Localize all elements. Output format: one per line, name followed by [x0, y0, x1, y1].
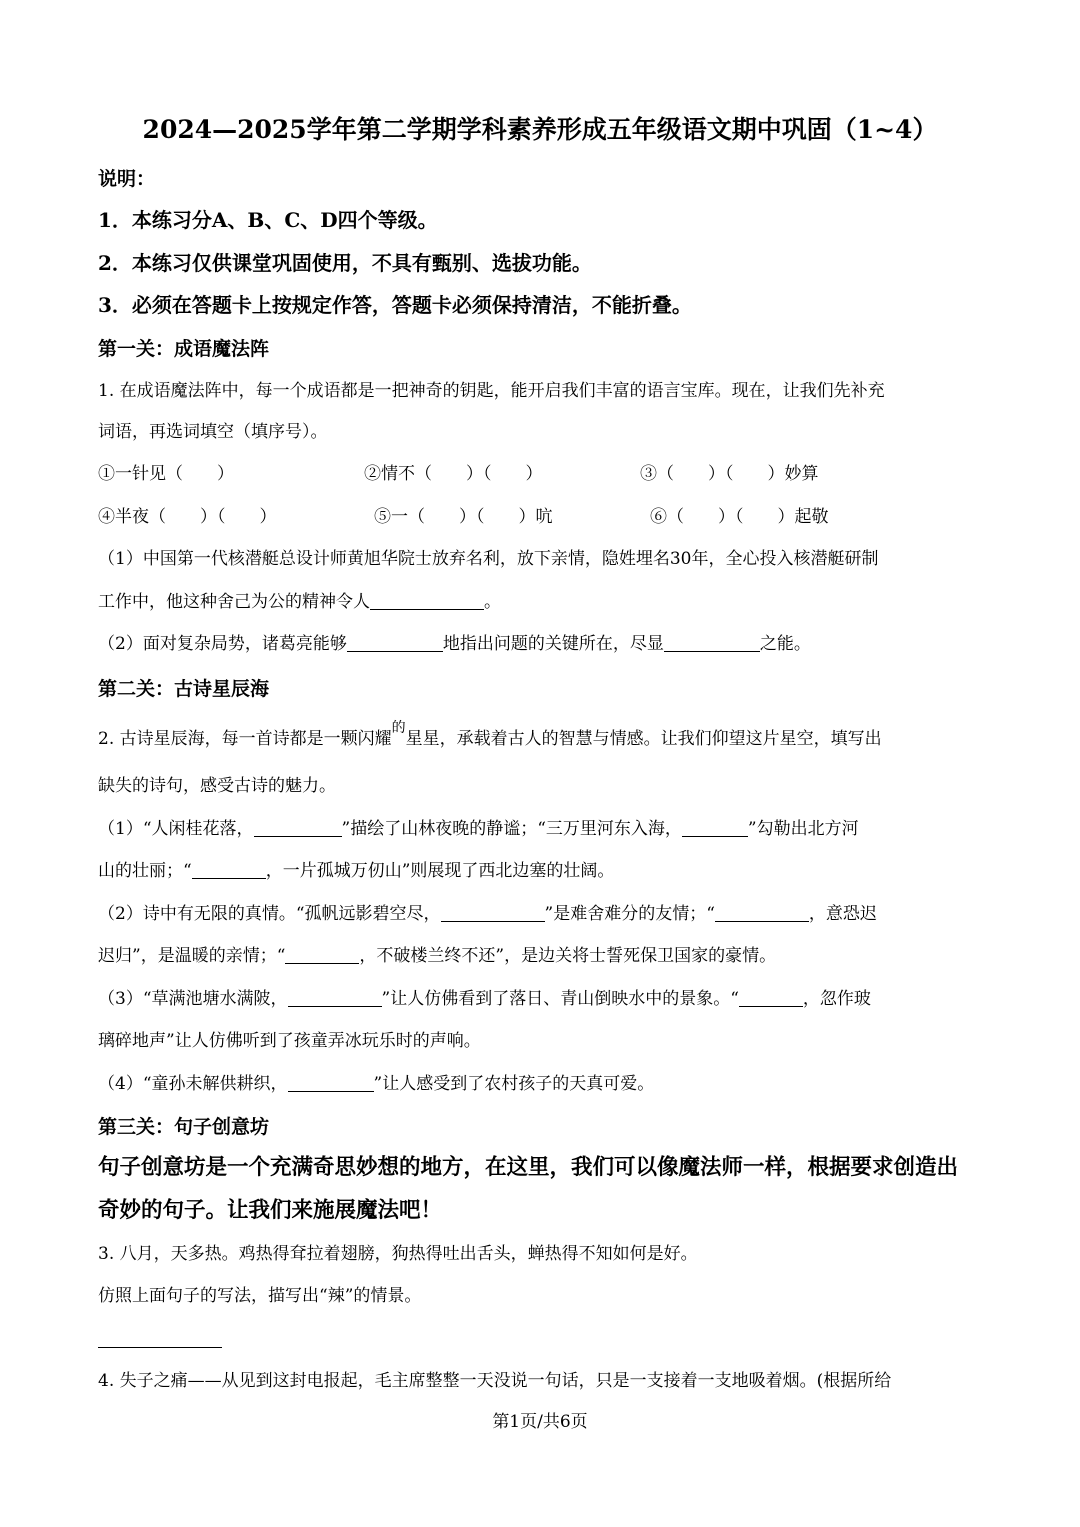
q2-p3-line-2: 璃碎地声”让人仿佛听到了孩童弄冰玩乐时的声响。: [98, 1031, 481, 1051]
section2-heading: 第二关：古诗星辰海: [98, 678, 270, 700]
q1-sub2-text-1: （2）面对复杂局势，诸葛亮能够: [98, 634, 347, 654]
q2-p3-text-3: ，忽作玻: [802, 989, 871, 1009]
q2-p2-text-1: （2）诗中有无限的真情。“孤帆远影碧空尽，: [98, 904, 441, 924]
q2-p1-text-1: （1）“人闲桂花落，: [98, 819, 254, 839]
answer-blank[interactable]: [288, 1075, 374, 1092]
q2-intro-text-1: 2. 古诗星辰海，每一首诗都是一颗闪耀: [98, 729, 392, 749]
q1-intro-line-2: 词语，再选词填空（填序号）。: [98, 422, 328, 442]
instruction-item-1: 1．本练习分A、B、C、D四个等级。: [98, 208, 438, 232]
answer-blank[interactable]: [682, 820, 748, 837]
document-title: 2024—2025学年第二学期学科素养形成五年级语文期中巩固（1~4）: [142, 115, 938, 144]
q1-sub1-end: 。: [484, 592, 501, 612]
idiom-item-5: ⑤一（ ）（ ）吭: [374, 507, 553, 527]
q2-p3-text-2: ”让人仿佛看到了落日、青山倒映水中的景象。“: [381, 989, 739, 1009]
answer-blank[interactable]: [288, 990, 382, 1007]
q2-superscript-char: 的: [391, 720, 406, 736]
idiom-item-2: ②情不（ ）（ ）: [364, 464, 543, 484]
answer-blank[interactable]: [715, 905, 809, 922]
instruction-item-3: 3．必须在答题卡上按规定作答，答题卡必须保持清洁，不能折叠。: [98, 293, 692, 317]
answer-blank[interactable]: [370, 593, 484, 610]
q3-text: 3. 八月，天多热。鸡热得耷拉着翅膀，狗热得吐出舌头，蝉热得不知如何是好。: [98, 1244, 698, 1264]
q2-p1-text-4: 山的壮丽；“: [98, 861, 192, 881]
section3-intro-line-1: 句子创意坊是一个充满奇思妙想的地方，在这里，我们可以像魔法师一样，根据要求创造出: [98, 1155, 959, 1180]
idiom-item-6: ⑥（ ）（ ）起敬: [650, 507, 829, 527]
answer-blank[interactable]: [664, 635, 760, 652]
q2-p2-text-4: 迟归”，是温暖的亲情；“: [98, 946, 286, 966]
q2-p1-line-2: [98, 860, 614, 882]
q2-p2-line-2: [98, 945, 776, 967]
page-footer: 第1页/共6页: [492, 1412, 588, 1432]
instructions-heading: 说明：: [98, 168, 156, 190]
q2-p1-text-2: ”描绘了山林夜晚的静谧；“三万里河东入海，: [341, 819, 682, 839]
q2-p3-line-1: [98, 988, 871, 1010]
section1-heading: 第一关：成语魔法阵: [98, 338, 270, 360]
answer-blank[interactable]: [285, 947, 359, 964]
q2-p3-text-1: （3）“草满池塘水满陂，: [98, 989, 288, 1009]
answer-blank[interactable]: [254, 820, 342, 837]
q3-task: 仿照上面句子的写法，描写出“辣”的情景。: [98, 1286, 422, 1306]
q2-p1-line-1: [98, 818, 859, 840]
q2-p2-text-2: ”是难舍难分的友情；“: [544, 904, 715, 924]
q1-intro-line-1: 1. 在成语魔法阵中，每一个成语都是一把神奇的钥匙，能开启我们丰富的语言宝库。现在，让我们先补充: [98, 381, 885, 401]
q2-p2-text-5: ，不破楼兰终不还”，是边关将士誓死保卫国家的豪情。: [359, 946, 777, 966]
q1-sub1-line-2: [98, 591, 501, 613]
q2-p2-line-1: [98, 903, 877, 925]
q2-p4-text-1: （4）“童孙未解供耕织，: [98, 1074, 288, 1094]
idiom-item-1: ①一针见（ ）: [98, 464, 234, 484]
idiom-item-4: ④半夜（ ）（ ）: [98, 507, 277, 527]
q1-sub1-line-1: （1）中国第一代核潜艇总设计师黄旭华院士放弃名利，放下亲情，隐姓埋名30年，全心投入核潜艇研制: [98, 549, 879, 569]
q2-intro-line-1: [98, 720, 882, 751]
answer-blank[interactable]: [441, 905, 545, 922]
answer-blank[interactable]: [192, 862, 266, 879]
idiom-item-3: ③（ ）（ ）妙算: [640, 464, 819, 484]
q2-p4-line: [98, 1073, 654, 1095]
q2-p1-text-3: ”勾勒出北方河: [747, 819, 859, 839]
q1-sub1-text: 工作中，他这种舍己为公的精神令人: [98, 592, 370, 612]
answer-blank[interactable]: [347, 635, 443, 652]
q2-intro-text-2: 星星，承载着古人的智慧与情感。让我们仰望这片星空，填写出: [405, 729, 882, 749]
section3-intro-line-2: 奇妙的句子。让我们来施展魔法吧！: [98, 1198, 443, 1223]
q3-answer-line[interactable]: [98, 1347, 222, 1348]
q2-p1-text-5: ，一片孤城万仞山”则展现了西北边塞的壮阔。: [265, 861, 615, 881]
q1-sub2-text-3: 之能。: [759, 634, 811, 654]
q2-p4-text-2: ”让人感受到了农村孩子的天真可爱。: [373, 1074, 655, 1094]
q1-sub2-text-2: 地指出问题的关键所在，尽显: [442, 634, 664, 654]
q2-p2-text-3: ，意恐迟: [808, 904, 877, 924]
q4-text: 4. 失子之痛——从见到这封电报起，毛主席整整一天没说一句话，只是一支接着一支地吸着烟。(根据所给: [98, 1371, 892, 1391]
q2-intro-line-2: 缺失的诗句，感受古诗的魅力。: [98, 776, 336, 796]
q1-sub2-line: [98, 633, 811, 655]
section3-heading: 第三关：句子创意坊: [98, 1116, 270, 1138]
instruction-item-2: 2．本练习仅供课堂巩固使用，不具有甄别、选拔功能。: [98, 251, 592, 275]
answer-blank[interactable]: [739, 990, 803, 1007]
